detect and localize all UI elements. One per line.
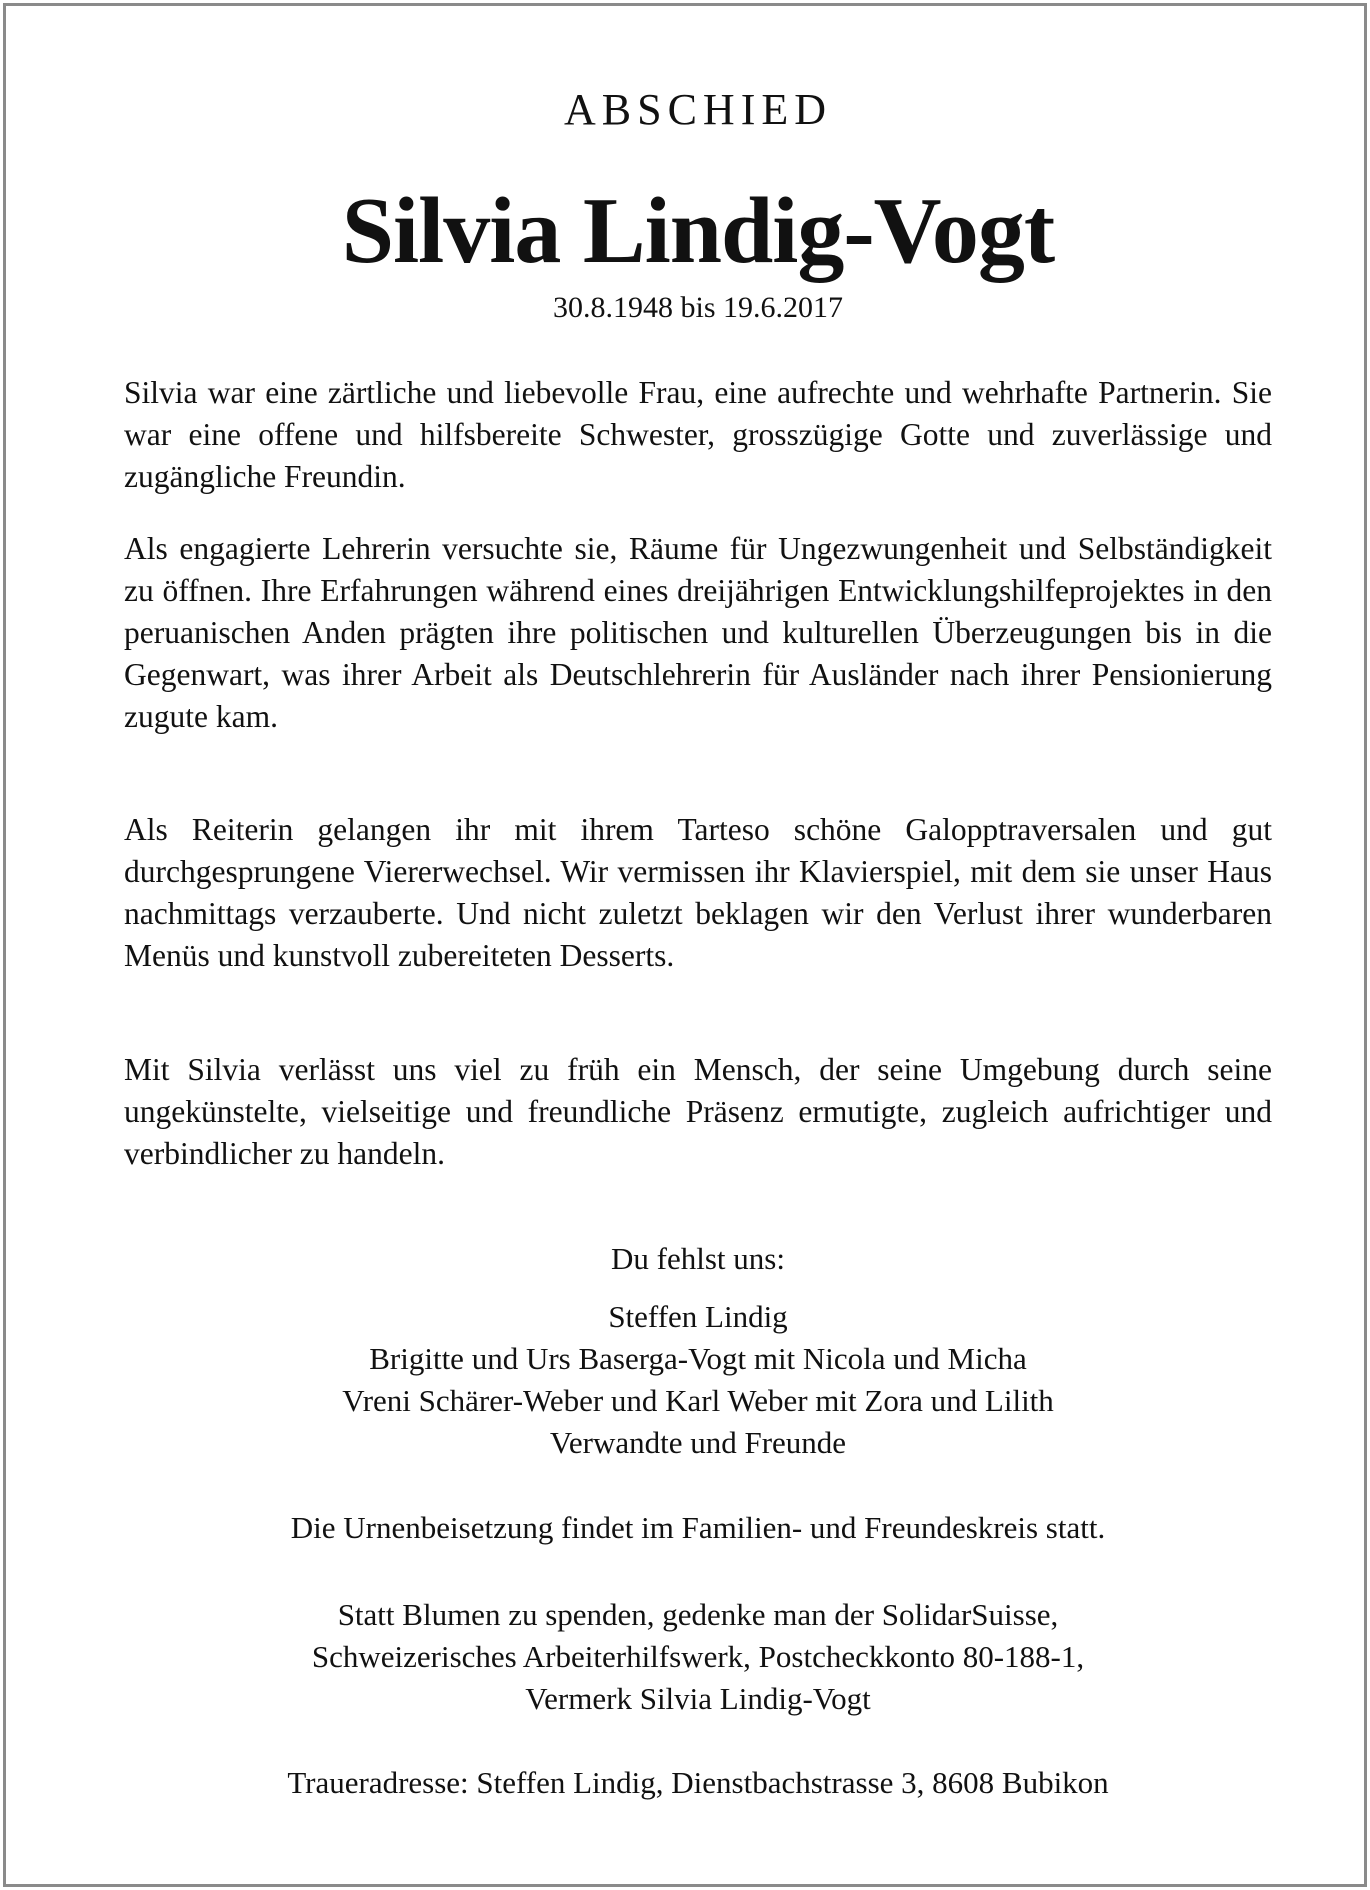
notice-heading: ABSCHIED [563, 85, 833, 134]
deceased-name: Silvia Lindig-Vogt [341, 179, 1055, 283]
burial-note: Die Urnenbeisetzung findet im Familien- und Freundeskreis statt. [290, 1510, 1106, 1545]
signatory: Brigitte und Urs Baserga-Vogt mit Nicola und Micha [369, 1341, 1027, 1376]
donation-note [124, 1594, 1272, 1720]
tribute-paragraph: Als Reiterin gelangen ihr mit ihrem Tarteso schöne Galopptraversalen und gut durchgesprungene Viererwechsel. Wir vermissen ihr Klavierspiel, mit dem sie unser Haus nachmittags verzauberte. Und nicht zuletzt beklagen wir den Verlust ihrer wunderbaren Menüs und kunstvoll zubereiteten Desserts. [124, 812, 1272, 973]
missing-line: Du fehlst uns: [611, 1241, 785, 1276]
signatory: Steffen Lindig [608, 1299, 788, 1334]
tribute-paragraph: Als engagierte Lehrerin versuchte sie, Räume für Ungezwungenheit und Selbständigkeit zu öffnen. Ihre Erfahrungen während eines dreijährigen Entwicklungshilfeprojektes in den peruanischen Anden prägten ihre politischen und kulturellen Überzeugungen bis in die Gegenwart, was ihrer Arbeit als Deutschlehrerin für Ausländer nach ihrer Pensionierung zugute kam. [124, 531, 1272, 734]
signatory: Verwandte und Freunde [549, 1425, 847, 1460]
mourning-address: Traueradresse: Steffen Lindig, Dienstbachstrasse 3, 8608 Bubikon [287, 1765, 1109, 1800]
signatory: Vreni Schärer-Weber und Karl Weber mit Zora und Lilith [342, 1383, 1054, 1418]
life-dates: 30.8.1948 bis 19.6.2017 [552, 291, 843, 324]
signatories-list [124, 1296, 1272, 1464]
donation-line: Schweizerisches Arbeiterhilfswerk, Postcheckkonto 80-188-1, [311, 1639, 1085, 1674]
donation-line: Statt Blumen zu spenden, gedenke man der SolidarSuisse, [337, 1597, 1059, 1632]
tribute-paragraph: Silvia war eine zärtliche und liebevolle Frau, eine aufrechte und wehrhafte Partnerin. Sie war eine offene und hilfsbereite Schwester, grosszügige Gotte und zuverlässige und zugängliche Freundin. [124, 375, 1272, 494]
donation-line: Vermerk Silvia Lindig-Vogt [525, 1681, 871, 1716]
tribute-paragraph: Mit Silvia verlässt uns viel zu früh ein Mensch, der seine Umgebung durch seine ungekünstelte, vielseitige und freundliche Präsenz ermutigte, zugleich aufrichtiger und verbindlicher zu handeln. [124, 1052, 1272, 1171]
obituary-frame [3, 3, 1367, 1887]
